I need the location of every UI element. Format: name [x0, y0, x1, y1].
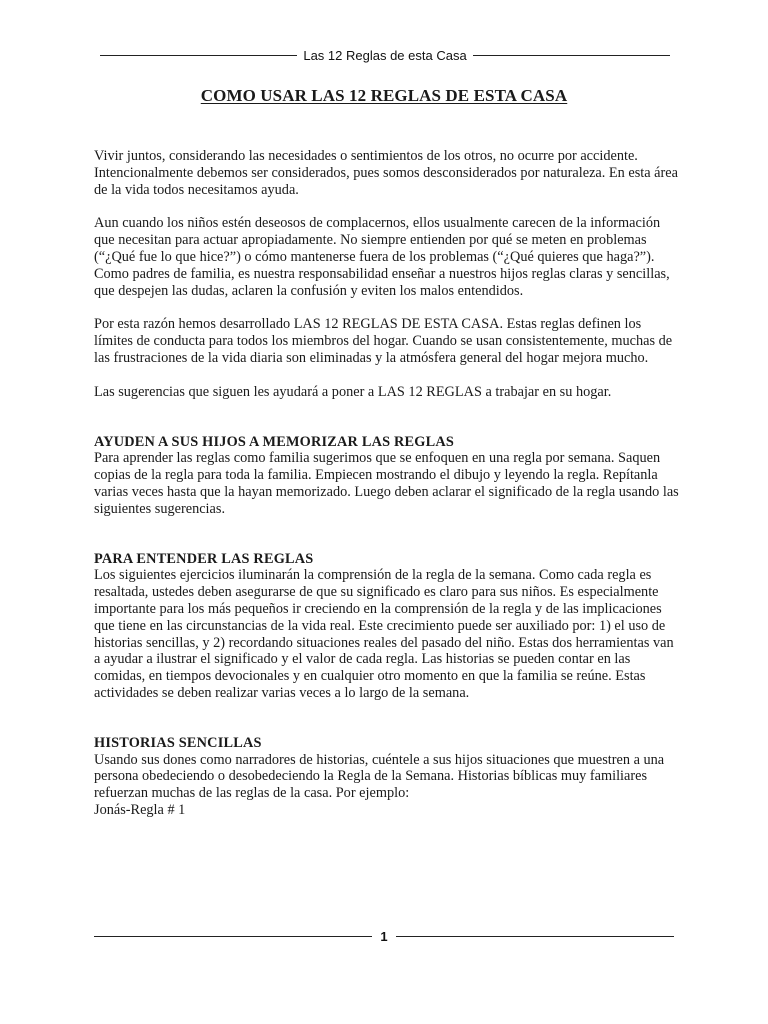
section-body-memorize: Para aprender las reglas como familia sugerimos que se enfoquen en una regla por semana. Saquen copias de la regla para toda la familia. Empiecen mostrando el dibujo y leyendo la regla. Repítanla varias veces hasta que la hayan memorizado. Luego deben aclarar el significado de la regla usando las siguientes sugerencias. — [94, 450, 679, 517]
intro-paragraph-1: Vivir juntos, considerando las necesidades o sentimientos de los otros, no ocurre por accidente. Intencionalmente debemos ser considerados, pues somos desconsiderados por naturaleza. En esta área de la vida todos necesitamos ayuda. — [94, 148, 678, 198]
header-rule-left — [100, 55, 297, 56]
page-number: 1 — [380, 929, 388, 944]
section-heading-memorize: AYUDEN A SUS HIJOS A MEMORIZAR LAS REGLAS — [94, 433, 455, 450]
section-heading-stories: HISTORIAS SENCILLAS — [94, 734, 262, 751]
intro-paragraph-3: Por esta razón hemos desarrollado LAS 12 REGLAS DE ESTA CASA. Estas reglas definen los límites de conducta para todos los miembros del hogar. Cuando se usan consistentemente, muchas de las frustraciones de la vida diaria son eliminadas y la atmósfera general del hogar mejora mucho. — [94, 316, 673, 366]
running-header — [100, 48, 670, 63]
header-rule-right — [473, 55, 670, 56]
running-footer — [94, 929, 674, 944]
footer-rule-left — [94, 936, 372, 937]
running-title: Las 12 Reglas de esta Casa — [303, 48, 467, 63]
intro-paragraph-2: Aun cuando los niños estén deseosos de complacernos, ellos usualmente carecen de la información que necesitan para actuar apropiadamente. No siempre entienden por qué se meten en problemas (“¿Qué fue lo que hice?”) o cómo mantenerse fuera de los problemas (“¿Qué quieres que haga?”). Como padres de familia, es nuestra responsabilidad enseñar a nuestros hijos reglas claras y sencillas, que despejen las dudas, aclaren la confusión y eviten los malos entendidos. — [94, 215, 670, 299]
document-body — [94, 148, 682, 819]
footer-rule-right — [396, 936, 674, 937]
intro-paragraph-4: Las sugerencias que siguen les ayudará a poner a LAS 12 REGLAS a trabajar en su hogar. — [94, 383, 612, 400]
section-body-stories: Usando sus dones como narradores de historias, cuéntele a sus hijos situaciones que muestren a una persona obedeciendo o desobedeciendo la Regla de la Semana. Historias bíblicas muy familiares refuerzan muchas de las reglas de la casa. Por ejemplo: — [94, 751, 665, 802]
document-title: COMO USAR LAS 12 REGLAS DE ESTA CASA — [200, 86, 568, 105]
section-example-stories: Jonás-Regla # 1 — [94, 801, 186, 818]
section-heading-understand: PARA ENTENDER LAS REGLAS — [94, 550, 314, 567]
section-body-understand: Los siguientes ejercicios iluminarán la comprensión de la regla de la semana. Como cada regla es resaltada, ustedes deben asegurarse de que su significado es claro para sus niños. Es especialmente importante para los más pequeños ir creciendo en la comprensión de la regla y de las implicaciones que tiene en las circunstancias de la vida real. Este crecimiento puede ser auxiliado por: 1) el uso de historias sencillas, y 2) recordando situaciones reales del pasado del niño. Estas dos herramientas van a ayudar a ilustrar el significado y el valor de cada regla. Las historias se pueden contar en las comidas, en tiempos devocionales y en cualquier otro momento en que la familia se reúne. Estas actividades se deben realizar varias veces a lo largo de la semana. — [94, 567, 674, 701]
